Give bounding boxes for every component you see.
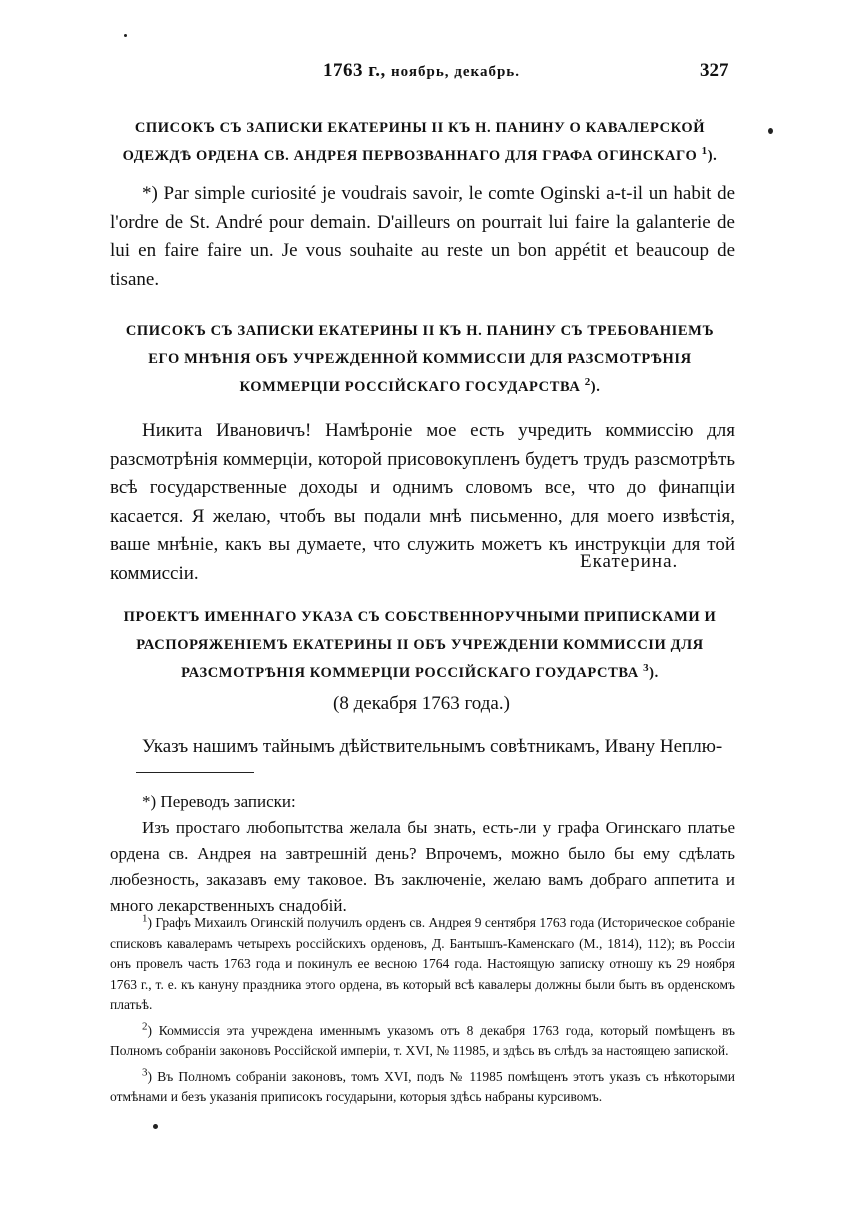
scan-speck (153, 1124, 158, 1129)
header-year: 1763 г., (323, 60, 386, 81)
section2-letter: Никита Ивановичъ! Намѣроніе мое есть учредить коммиссію для разсмотрѣнія коммерціи, которой присовокупленъ будетъ трудъ разсмотрѣть всѣ государственные доходы и однимъ словомъ все, что до финапціи касается. Я желаю, чтобъ вы подали мнѣ письменно, для моего извѣстія, ваше мнѣніе, какъ вы думаете, что служить можетъ къ инструкціи для той коммиссіи. (110, 420, 735, 584)
footnote-separator (136, 772, 254, 773)
section2-title-line1: СПИСОКЪ СЪ ЗАПИСКИ ЕКАТЕРИНЫ II КЪ Н. ПАНИНУ СЪ ТРЕБОВАНІЕМЪ (125, 323, 715, 339)
section3-title (95, 603, 745, 687)
section1-note-mark: *) (142, 183, 158, 204)
section2-title-line3: КОММЕРЦІИ РОССІЙСКАГО ГОСУДАРСТВА $^2$). (239, 376, 601, 395)
decree-opening: Указъ нашимъ тайнымъ дѣйствительнымъ совѣтникамъ, Ивану Неплю- (142, 736, 723, 757)
section2-footnote-ref: 2 (584, 376, 591, 389)
footnote-2: $^2$) Коммиссія эта учреждена именнымъ указомъ отъ 8 декабря 1763 года, который помѣщенъ въ Полномъ собраніи законовъ Россійской имперіи, т. XVI, № 11985, и здѣсь въ слѣдъ за настоящею запиской. (110, 1020, 735, 1058)
section1-title-line2: ОДЕЖДѢ ОРДЕНА СВ. АНДРЕЯ ПЕРВОЗВАННАГО ДЛЯ ГРАФА ОГИНСКАГО $^1$). (122, 145, 718, 164)
footnote-1: $^1$) Графъ Михаилъ Огинскій получилъ орденъ св. Андрея 9 сентября 1763 года (Историческое собраніе списковъ кавалерамъ четырехъ россійскихъ орденовъ, Д. Бантышъ-Каменскаго (М., 1814), 112); въ Россіи онъ провелъ часть 1763 года и покинулъ ее весною 1764 года. Настоящую записку отношу къ 29 ноября 1763 г., т. е. къ кануну праздника этого ордена, въ который всѣ кавалеры должны были быть въ орденскомъ платьѣ. (110, 912, 735, 1012)
section1-title (95, 114, 745, 170)
header-months: ноябрь, декабрь. (391, 64, 520, 80)
section1-french-text: Par simple curiosité je voudrais savoir, le comte Oginski a-t-il un habit de l'ordre de St. André pour demain. D'ailleurs on pourrait lui faire la galanterie de lui en faire faire un. Je vous souhaite au reste un bon appétit et beaucoup de tisane. (110, 183, 736, 290)
section1-text (110, 180, 735, 294)
scan-speck (124, 34, 127, 37)
translation-note (110, 789, 735, 919)
section3-title-line1: ПРОЕКТЪ ИМЕННАГО УКАЗА СЪ СОБСТВЕННОРУЧНЫМИ ПРИПИСКАМИ И (123, 609, 717, 625)
section3-title-line3: РАЗСМОТРѢНІЯ КОММЕРЦІИ РОССІЙСКАГО ГОУДАРСТВА $^3$). (181, 662, 659, 681)
footnote-3: $^3$) Въ Полномъ собраніи законовъ, томъ XVI, подъ № 11985 помѣщенъ этотъ указъ съ нѣкоторыми отмѣнами и безъ указанія приписокъ государыни, которыя здѣсь набраны курсивомъ. (110, 1066, 735, 1104)
section3-text (110, 733, 735, 762)
section2-title-line2: ЕГО МНѢНІЯ ОБЪ УЧРЕЖДЕННОЙ КОММИССІИ ДЛЯ РАЗСМОТРѢНІЯ (148, 351, 692, 367)
page-number: 327 (700, 60, 729, 81)
section1-title-line1: СПИСОКЪ СЪ ЗАПИСКИ ЕКАТЕРИНЫ II КЪ Н. ПАНИНУ О КАВАЛЕРСКОЙ (134, 120, 706, 136)
translation-note-text: Изъ простаго любопытства желала бы знать, есть-ли у графа Огинскаго платье ордена св. Андрея на завтрешній день? Впрочемъ, можно было бы ему сдѣлать любезность, заказавъ ему таковое. Въ заключеніе, желаю вамъ добраго аппетита и много лекарственныхъ снадобій. (110, 818, 735, 915)
translation-note-label: *) Переводъ записки: (142, 792, 296, 811)
section1-footnote-ref: 1 (701, 145, 708, 158)
signature: Екатерина. (580, 551, 679, 572)
scan-speck (768, 128, 773, 134)
decree-date: (8 декабря 1763 года.) (333, 693, 510, 714)
section3-footnote-ref: 3 (643, 662, 650, 675)
footnotes (110, 913, 735, 1113)
section3-title-line2: РАСПОРЯЖЕНІЕМЪ ЕКАТЕРИНЫ II ОБЪ УЧРЕЖДЕНІИ КОММИССІИ ДЛЯ (136, 637, 704, 653)
section2-title (95, 317, 745, 401)
